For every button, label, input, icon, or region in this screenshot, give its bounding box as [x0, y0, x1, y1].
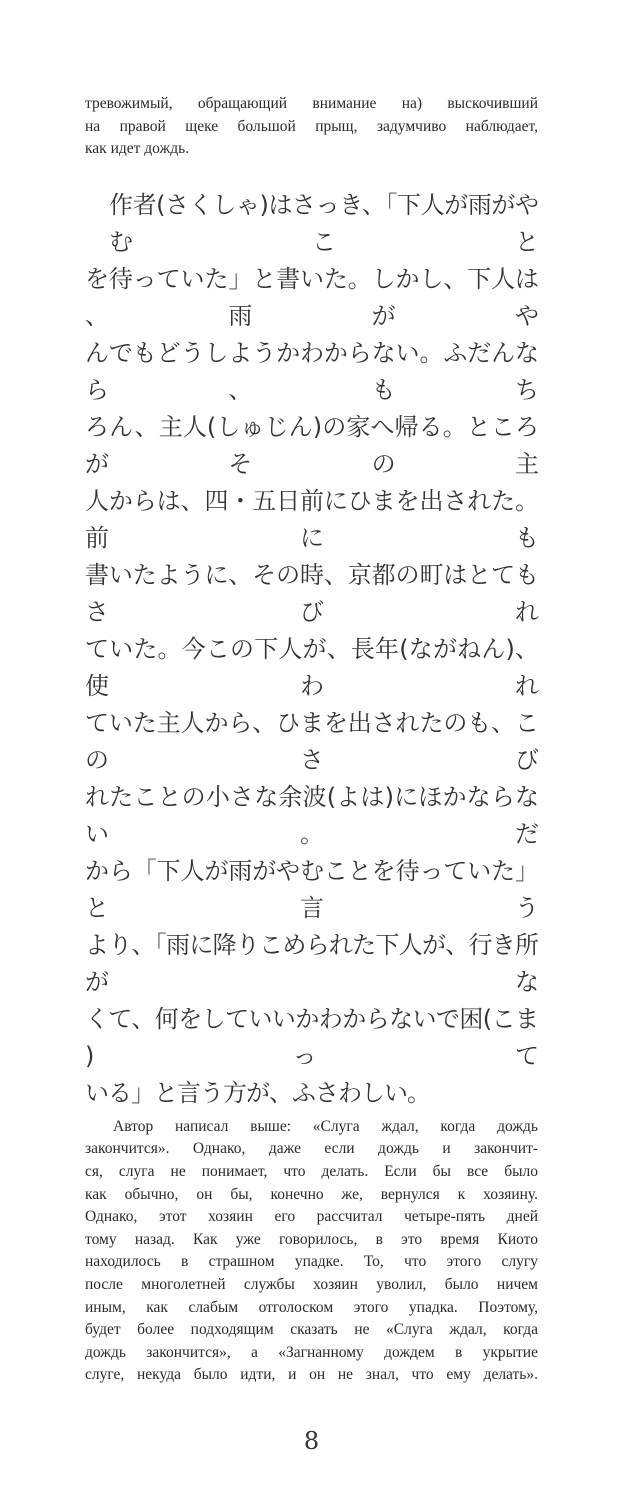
text-line: より、「雨に降りこめられた下人が、行き所がな	[85, 930, 538, 996]
text-line: после многолетней службы хозяин уволил, было ничем	[85, 1275, 538, 1293]
text-line: иным, как слабым отголоском этого упадка. Поэтому,	[85, 1298, 538, 1316]
text-line: 書いたように、その時、京都の町はとてもさびれ	[85, 560, 538, 626]
text-line: на правой щеке большой прыщ, задумчиво наблюдает,	[85, 117, 538, 135]
text-line: ていた。今この下人が、長年(ながねん)、使われ	[85, 634, 538, 700]
text-line: れたことの小さな余波(よは)にほかならない。だ	[85, 782, 538, 848]
text-line: を待っていた」と書いた。しかし、下人は、雨がや	[85, 264, 538, 330]
text-line: くて、何をしていいかわからないで困(こま)って	[85, 1004, 538, 1070]
text-line: Однако, этот хозяин его рассчитал четыре-пять дней	[85, 1208, 538, 1226]
japanese-paragraph	[85, 187, 538, 1112]
text-line: 人からは、四・五日前にひまを出された。前にも	[85, 486, 538, 552]
text-line: будет более подходящим сказать не «Слуга ждал, когда	[85, 1321, 538, 1339]
text-line: 作者(さくしゃ)はさっき、「下人が雨がやむこと	[109, 190, 538, 256]
text-line: いる」と言う方が、ふさわしい。	[85, 1078, 430, 1107]
text-line: んでもどうしようかわからない。ふだんなら、もち	[85, 338, 538, 404]
text-line: как идет дождь.	[85, 140, 190, 158]
top-paragraph	[85, 93, 538, 161]
text-line: ろん、主人(しゅじん)の家へ帰る。ところがその主	[85, 412, 538, 478]
text-line: ся, слуга не понимает, что делать. Если бы все было	[85, 1162, 538, 1180]
text-line: Автор написал выше: «Слуга ждал, когда дождь	[113, 1117, 538, 1135]
text-line: ていた主人から、ひまを出されたのも、このさび	[85, 708, 538, 774]
page-number: 8	[303, 1426, 320, 1455]
text-line: から「下人が雨がやむことを待っていた」と言う	[85, 856, 538, 922]
text-line: закончится». Однако, даже если дождь и закончит-	[85, 1140, 538, 1158]
text-line: тому назад. Как уже говорилось, в это время Киото	[85, 1230, 538, 1248]
text-line: слуге, некуда было идти, и он не знал, что ему делать».	[85, 1366, 538, 1384]
text-line: тревожимый, обращающий внимание на) выскочивший	[85, 95, 538, 112]
text-line: как обычно, он бы, конечно же, вернулся к хозяину.	[85, 1185, 538, 1203]
text-line: находилось в страшном упадке. То, что этого слугу	[85, 1253, 538, 1271]
russian-paragraph	[85, 1116, 538, 1387]
text-line: дождь закончится», а «Загнанному дождем в укрытие	[85, 1343, 538, 1361]
